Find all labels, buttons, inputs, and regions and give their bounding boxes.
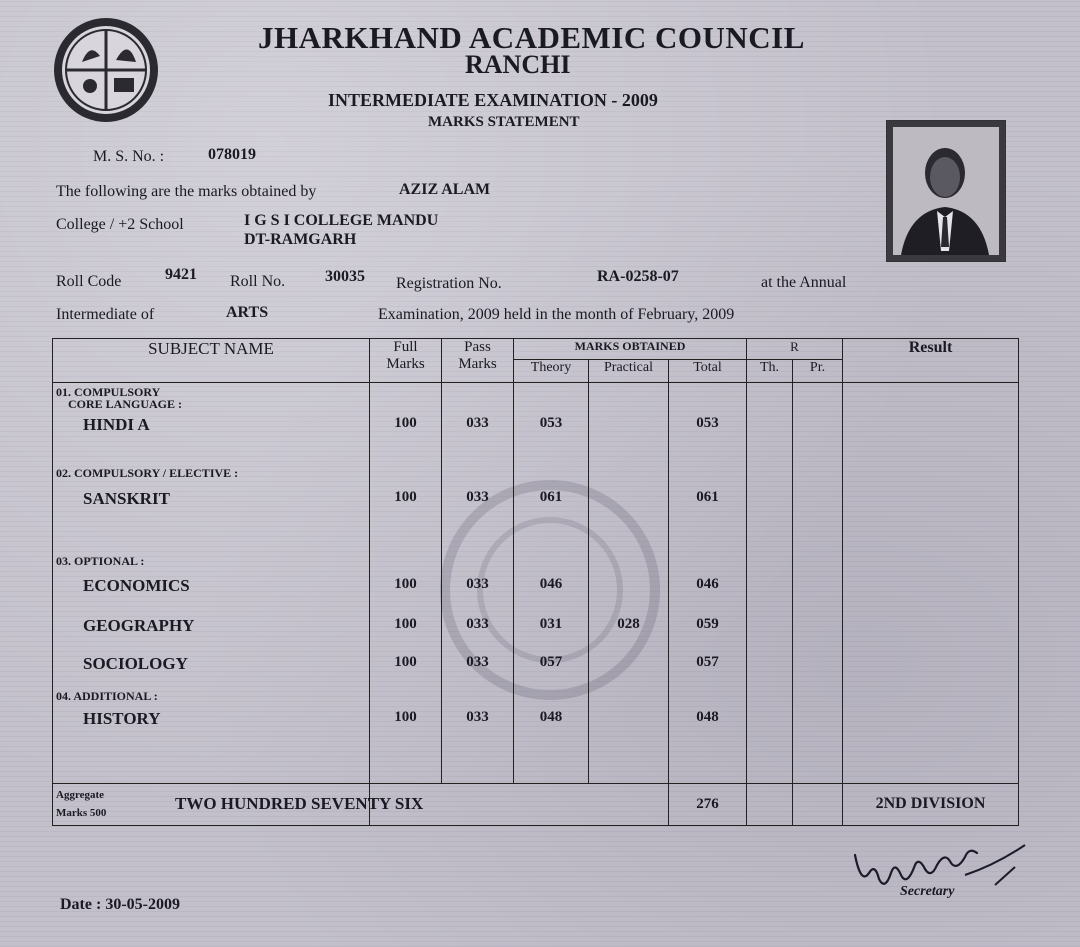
table-row <box>53 616 1019 654</box>
exam-held-text: Examination, 2009 held in the month of February, 2009 <box>378 306 735 323</box>
practical-marks <box>589 654 669 684</box>
practical-marks <box>589 709 669 783</box>
group-row <box>53 466 1019 489</box>
aggregate-row <box>53 783 1019 825</box>
theory-marks: 061 <box>514 489 589 555</box>
table-row <box>53 415 1019 466</box>
full-marks: 100 <box>370 709 442 783</box>
marks-by-label: The following are the marks obtained by <box>56 183 317 200</box>
header-full-marks-2: Marks <box>386 356 425 372</box>
group-label-2: 02. COMPULSORY / ELECTIVE : <box>53 466 370 489</box>
group-label-4: 04. ADDITIONAL : <box>53 684 370 709</box>
full-marks: 100 <box>370 415 442 466</box>
practical-marks <box>589 489 669 555</box>
practical-marks <box>589 576 669 616</box>
header-full-marks-1: Full <box>393 339 418 355</box>
secretary-label: Secretary <box>900 884 955 899</box>
subject-name: GEOGRAPHY <box>53 616 370 654</box>
candidate-photo <box>886 120 1006 262</box>
group-1-line-1: 01. COMPULSORY <box>56 385 161 400</box>
aggregate-label-1: Aggregate <box>56 789 105 802</box>
table-row <box>53 489 1019 555</box>
table-row <box>53 654 1019 684</box>
header-total: Total <box>669 360 747 383</box>
candidate-name: AZIZ ALAM <box>399 181 491 198</box>
subject-name: ECONOMICS <box>53 576 370 616</box>
group-row <box>53 684 1019 709</box>
header-subject-name: SUBJECT NAME <box>53 339 370 383</box>
college-line-2: DT-RAMGARH <box>244 231 357 248</box>
intermediate-label: Intermediate of <box>56 306 155 323</box>
aggregate-label-2: Marks 500 <box>56 807 107 820</box>
annual-label: at the Annual <box>761 274 847 291</box>
pass-marks: 033 <box>442 616 514 654</box>
header-marks-obtained: MARKS OBTAINED <box>514 339 747 360</box>
header-result: Result <box>843 339 1019 383</box>
issue-date: Date : 30-05-2009 <box>60 896 180 913</box>
roll-code-label: Roll Code <box>56 273 122 290</box>
stream-value: ARTS <box>226 304 269 321</box>
pass-marks: 033 <box>442 576 514 616</box>
aggregate-total: 276 <box>669 783 747 825</box>
full-marks: 100 <box>370 654 442 684</box>
pass-marks: 033 <box>442 489 514 555</box>
theory-marks: 031 <box>514 616 589 654</box>
group-1-line-2: CORE LANGUAGE : <box>68 397 183 412</box>
header-pr: Pr. <box>793 360 843 383</box>
header-full-marks <box>370 339 442 383</box>
marks-table <box>52 338 1019 826</box>
subject-name: HINDI A <box>53 415 370 466</box>
total-marks: 059 <box>669 616 747 654</box>
theory-marks: 057 <box>514 654 589 684</box>
aggregate-words: TWO HUNDRED SEVENTY SIX <box>175 793 424 813</box>
person-photo-icon <box>887 121 1005 261</box>
header-pass-marks-1: Pass <box>464 339 491 355</box>
aggregate-result: 2ND DIVISION <box>843 783 1019 825</box>
exam-title: INTERMEDIATE EXAMINATION - 2009 <box>328 90 658 110</box>
registration-label: Registration No. <box>396 275 502 292</box>
registration-value: RA-0258-07 <box>597 268 679 285</box>
theory-marks: 046 <box>514 576 589 616</box>
pass-marks: 033 <box>442 415 514 466</box>
full-marks: 100 <box>370 576 442 616</box>
roll-no-label: Roll No. <box>230 273 286 290</box>
council-city: RANCHI <box>465 50 571 79</box>
table-row <box>53 576 1019 616</box>
header-th: Th. <box>747 360 793 383</box>
group-row <box>53 383 1019 415</box>
total-marks: 061 <box>669 489 747 555</box>
college-line-1: I G S I COLLEGE MANDU <box>244 212 439 229</box>
ms-no-label: M. S. No. : <box>93 148 165 165</box>
college-label: College / +2 School <box>56 216 184 233</box>
pass-marks: 033 <box>442 709 514 783</box>
roll-no-value: 30035 <box>325 268 365 285</box>
group-label-3: 03. OPTIONAL : <box>53 554 370 575</box>
group-label-1 <box>53 383 370 415</box>
total-marks: 048 <box>669 709 747 783</box>
roll-code-value: 9421 <box>165 266 197 283</box>
total-marks: 057 <box>669 654 747 684</box>
council-emblem-icon <box>52 14 160 126</box>
subject-name: SOCIOLOGY <box>53 654 370 684</box>
aggregate-label <box>53 786 166 822</box>
group-row <box>53 554 1019 575</box>
aggregate-words-cell <box>175 783 669 825</box>
total-marks: 053 <box>669 415 747 466</box>
total-marks: 046 <box>669 576 747 616</box>
full-marks: 100 <box>370 489 442 555</box>
header-r: R <box>747 339 843 360</box>
subject-name: SANSKRIT <box>53 489 370 555</box>
document-type: MARKS STATEMENT <box>428 114 580 130</box>
theory-marks: 053 <box>514 415 589 466</box>
subject-name: HISTORY <box>53 709 370 783</box>
header-theory: Theory <box>514 360 589 383</box>
council-name: JHARKHAND ACADEMIC COUNCIL <box>258 20 805 55</box>
header-pass-marks <box>442 339 514 383</box>
table-row <box>53 709 1019 783</box>
ms-no-value: 078019 <box>208 146 256 163</box>
header-practical: Practical <box>589 360 669 383</box>
pass-marks: 033 <box>442 654 514 684</box>
header-pass-marks-2: Marks <box>458 356 497 372</box>
practical-marks <box>589 415 669 466</box>
full-marks: 100 <box>370 616 442 654</box>
practical-marks: 028 <box>589 616 669 654</box>
theory-marks: 048 <box>514 709 589 783</box>
